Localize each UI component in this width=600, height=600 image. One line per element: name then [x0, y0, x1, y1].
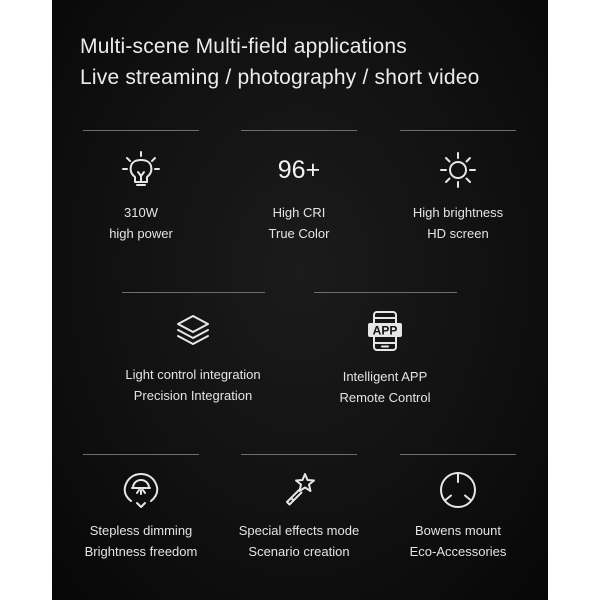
- feature-high-cri: [214, 150, 384, 244]
- bulb-icon: [121, 150, 161, 190]
- feature-line-1: Light control integration: [125, 367, 261, 382]
- feature-line-2: HD screen: [427, 226, 489, 241]
- feature-line-1: High brightness: [412, 205, 504, 220]
- feature-line-2: Eco-Accessories: [409, 544, 507, 559]
- feature-line-2: Scenario creation: [248, 544, 350, 559]
- divider: [400, 454, 516, 455]
- phone-app-icon: [365, 310, 405, 352]
- svg-text:APP: APP: [372, 323, 398, 338]
- feature-stepless-dimming: [56, 470, 226, 562]
- feature-line-1: Stepless dimming: [89, 523, 193, 538]
- feature-special-effects: [214, 470, 384, 562]
- divider: [241, 130, 357, 131]
- feature-line-2: Brightness freedom: [84, 544, 198, 559]
- feature-line-1: Bowens mount: [415, 523, 501, 538]
- sun-icon: [438, 150, 478, 190]
- magic-wand-icon: [279, 470, 319, 510]
- divider: [400, 130, 516, 131]
- feature-light-control: [108, 310, 278, 406]
- feature-intelligent-app: [300, 310, 470, 408]
- divider: [83, 454, 199, 455]
- feature-bowens-mount: [373, 470, 543, 562]
- dimmer-icon: [121, 470, 161, 510]
- divider: [122, 292, 265, 293]
- feature-line-1: Special effects mode: [238, 523, 360, 538]
- cri-value: 96+: [277, 156, 321, 184]
- bowens-mount-icon: [438, 470, 478, 510]
- feature-line-2: Remote Control: [339, 390, 431, 405]
- feature-line-2: high power: [109, 226, 173, 241]
- headline-line-2: Live streaming / photography / short video: [80, 66, 480, 89]
- feature-line-1: 310W: [124, 205, 158, 220]
- layers-icon: [173, 310, 213, 350]
- feature-panel: [52, 0, 548, 600]
- divider: [83, 130, 199, 131]
- feature-line-1: Intelligent APP: [342, 369, 428, 384]
- divider: [241, 454, 357, 455]
- feature-high-brightness: [373, 150, 543, 244]
- divider: [314, 292, 457, 293]
- feature-line-1: High CRI: [272, 205, 326, 220]
- feature-line-2: True Color: [268, 226, 330, 241]
- headline-line-1: Multi-scene Multi-field applications: [80, 35, 407, 58]
- feature-high-power: [56, 150, 226, 244]
- feature-line-2: Precision Integration: [133, 388, 253, 403]
